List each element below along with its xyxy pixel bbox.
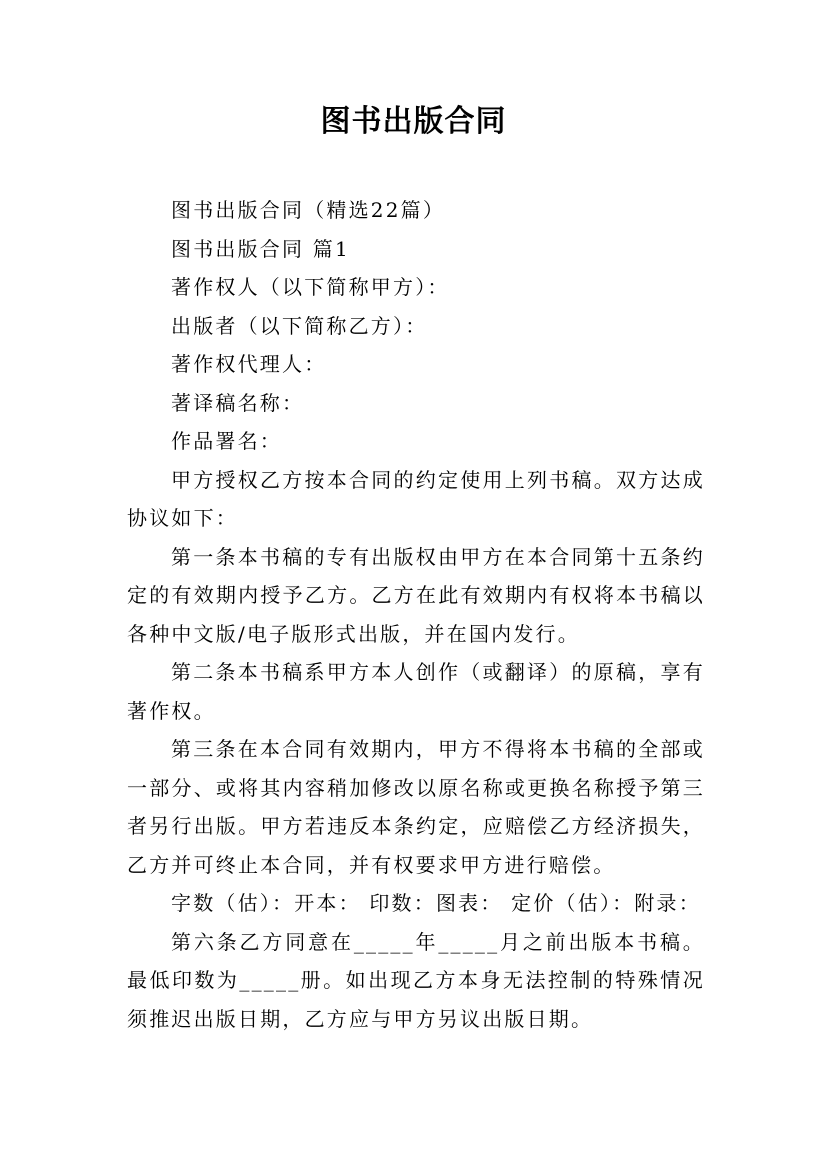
paragraph-specs: 字数（估）：开本： 印数：图表： 定价（估）：附录：: [171, 891, 701, 915]
paragraph-work-signature: 作品署名：: [171, 429, 282, 453]
paragraph-publisher: 出版者（以下简称乙方）：: [171, 313, 428, 338]
paragraph-article-2: 第二条本书稿系甲方本人创作（或翻译）的原稿，享有著作权。: [127, 660, 705, 723]
paragraph-section-heading: 图书出版合同 篇1: [171, 236, 350, 261]
document-body: [127, 191, 705, 1038]
paragraph-copyright-holder: 著作权人（以下简称甲方）：: [171, 275, 450, 299]
paragraph-agent: 著作权代理人：: [171, 352, 327, 376]
paragraph-article-1: 第一条本书稿的专有出版权由甲方在本合同第十五条约定的有效期内授予乙方。乙方在此有效期内有权将本书稿以各种中文版/电子版形式出版，并在国内发行。: [127, 544, 705, 646]
paragraph-subtitle: 图书出版合同（精选22篇）: [171, 198, 446, 222]
paragraph-agreement-intro: 甲方授权乙方按本合同的约定使用上列书稿。双方达成协议如下：: [127, 467, 705, 530]
paragraph-manuscript-name: 著译稿名称：: [171, 390, 305, 415]
paragraph-article-3: 第三条在本合同有效期内，甲方不得将本书稿的全部或一部分、或将其内容稍加修改以原名称或更换名称授予第三者另行出版。甲方若违反本条约定，应赔偿乙方经济损失，乙方并可终止本合同，并有权要求甲方进行赔偿。: [127, 737, 705, 877]
document-title: 图书出版合同: [320, 104, 507, 139]
paragraph-article-6: 第六条乙方同意在_____年_____月之前出版本书稿。最低印数为_____册。如出现乙方本身无法控制的特殊情况须推迟出版日期，乙方应与甲方另议出版日期。: [127, 929, 705, 1031]
